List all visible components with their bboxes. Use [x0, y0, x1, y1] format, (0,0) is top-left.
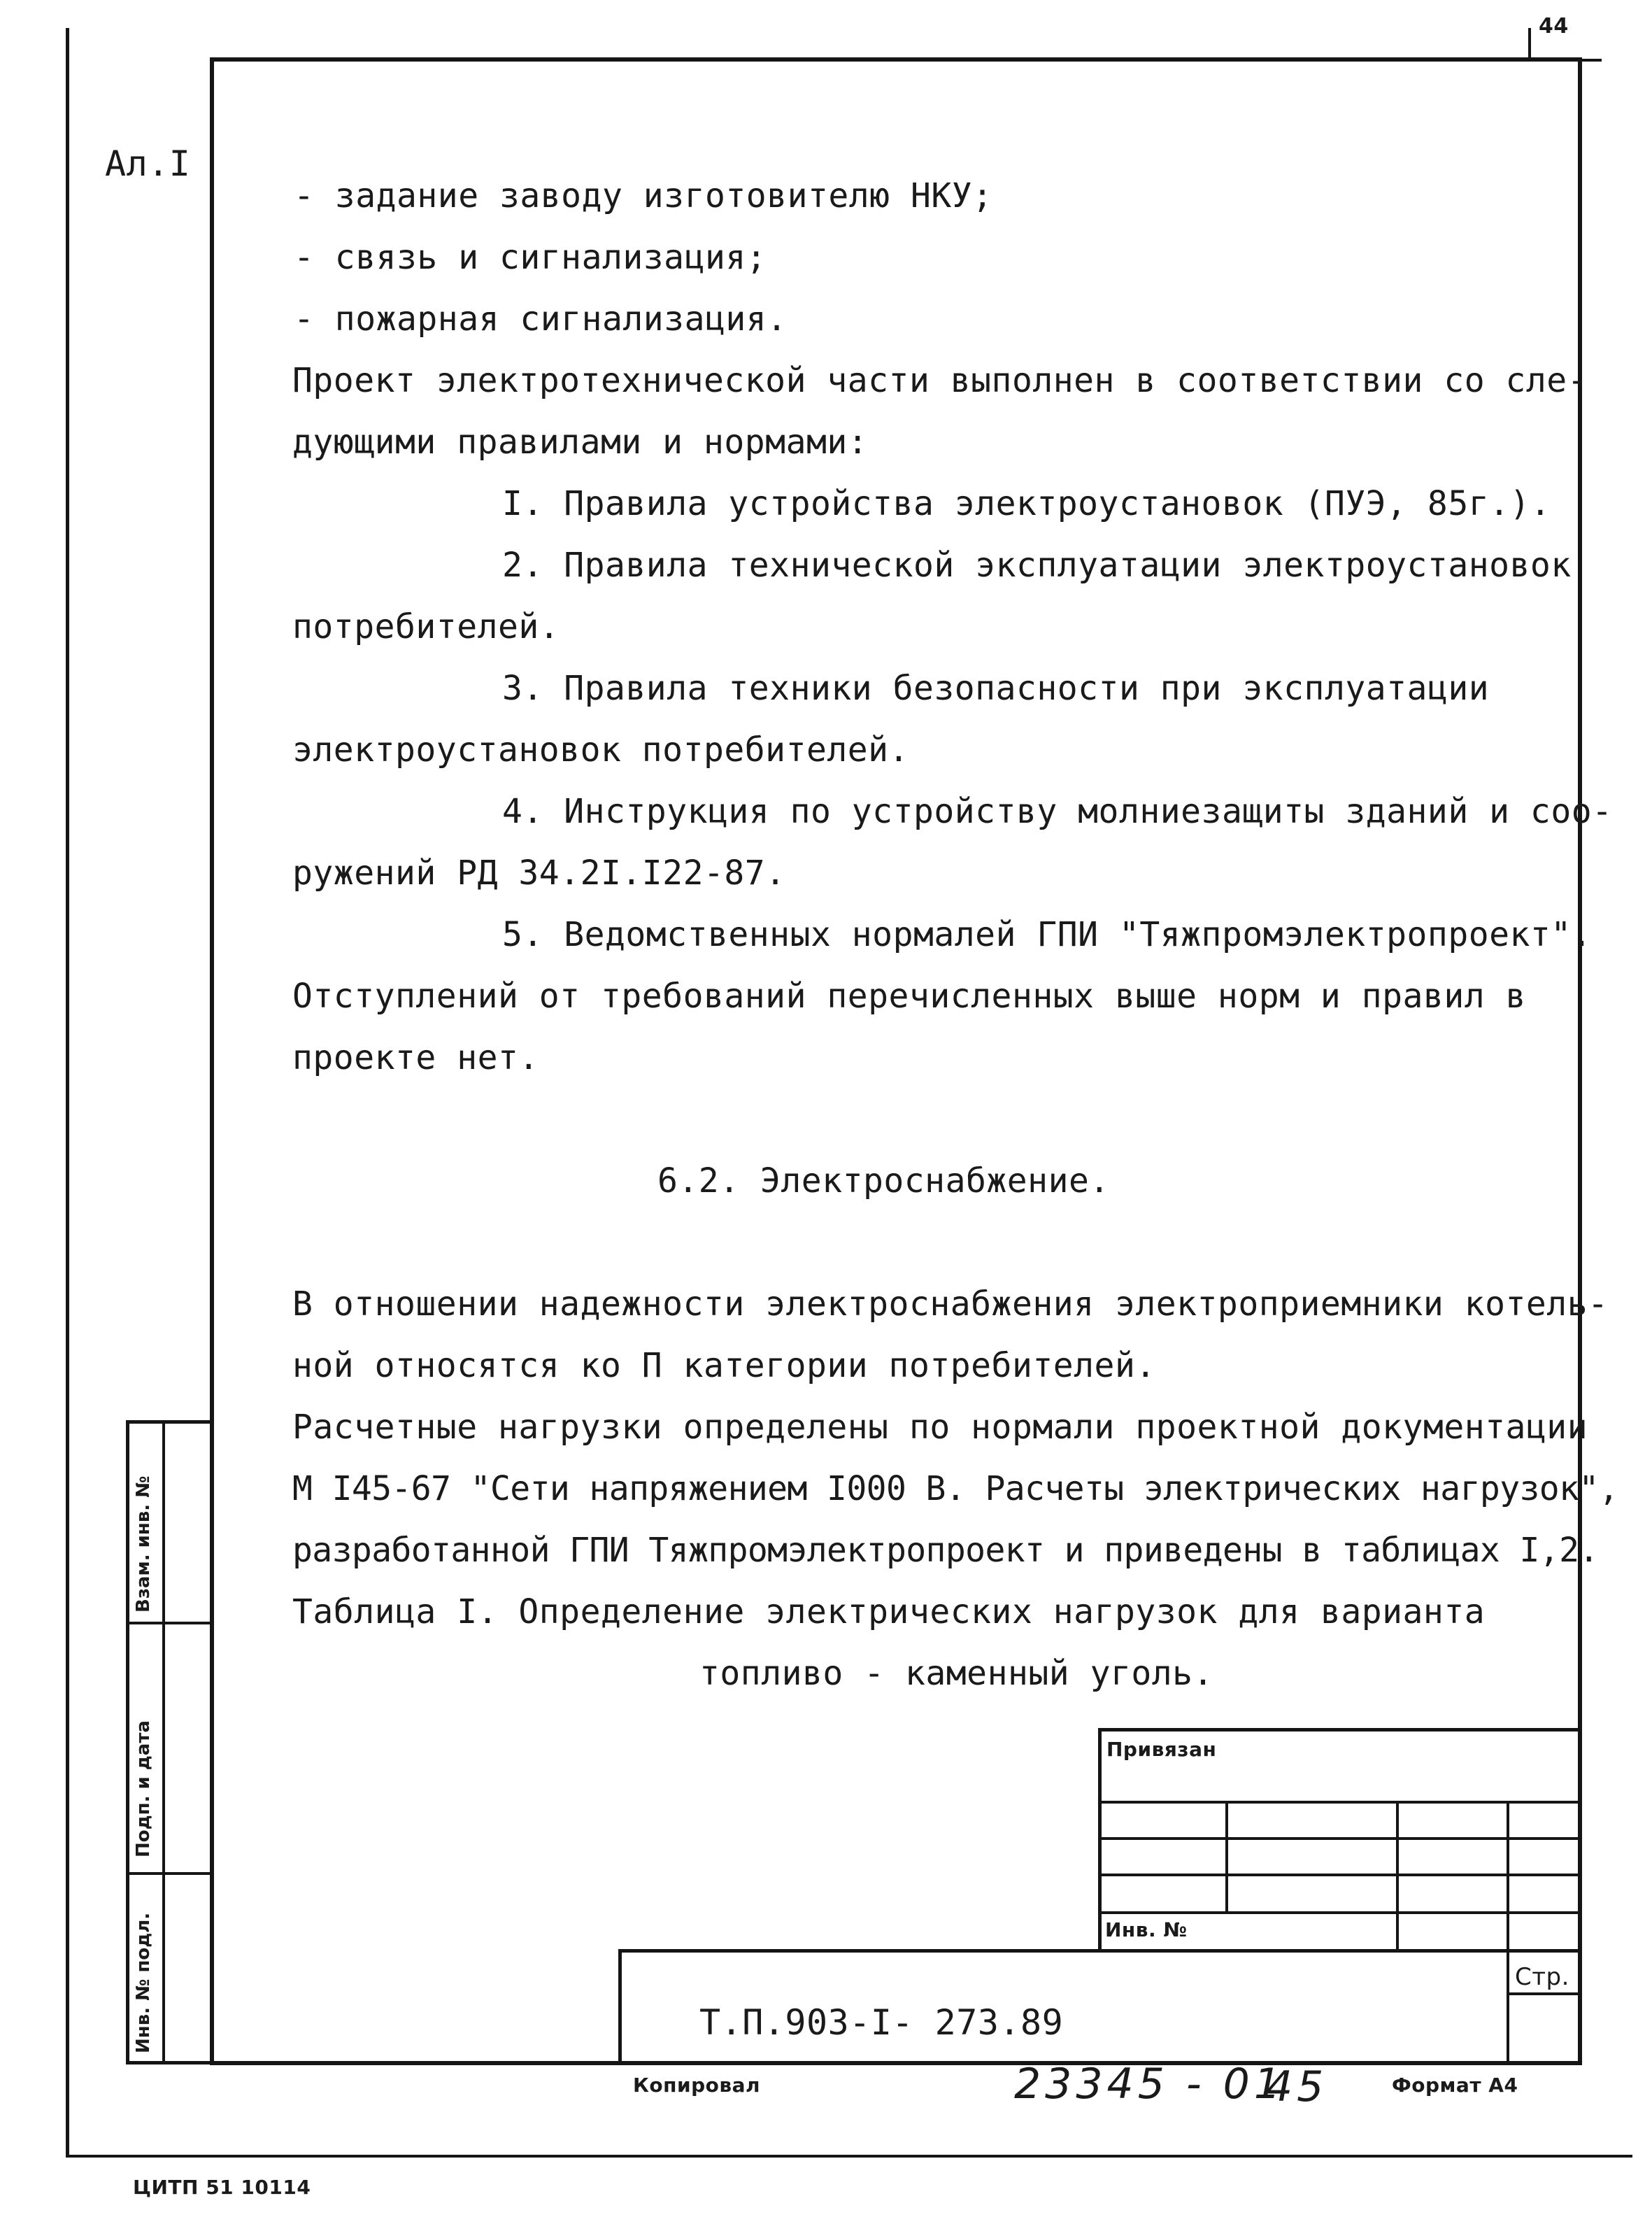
doc-code: Т.П.903-I- 273.89: [699, 2002, 1064, 2043]
copied-label: Копировал: [633, 2074, 760, 2097]
tb-lower-top: [618, 1949, 1581, 1953]
frame-left: [210, 57, 214, 2065]
rule-item-3: 3. Правила техники безопасности при эксплуатации: [502, 669, 1490, 708]
tb-lower-left: [618, 1949, 622, 2064]
body-line-3: - пожарная сигнализация.: [294, 299, 788, 339]
handwritten-number: 23345 - 01: [1014, 2060, 1286, 2109]
body-line-18: ной относятся ко П категории потребителей.: [292, 1346, 1156, 1385]
side-stamp-left: [126, 1420, 129, 2064]
page-number: 45: [1266, 2062, 1328, 2111]
body-line-14: Отступлений от требований перечисленных выше норм и правил в: [292, 977, 1526, 1016]
bottom-trim-line: [66, 2155, 1632, 2158]
body-line-1: - задание заводу изготовителю НКУ;: [294, 176, 993, 215]
format-label: Формат А4: [1392, 2074, 1518, 2097]
tb-col-2: [1396, 1801, 1399, 1952]
body-line-8: потребителей.: [292, 607, 560, 646]
tb-page-div: [1507, 1992, 1581, 1995]
corner-mark: 44: [1539, 14, 1569, 38]
side-stamp-field-1: Взам. инв. №: [133, 1475, 154, 1613]
table-caption-cont: топливо - каменный уголь.: [699, 1654, 1213, 1693]
side-stamp-div-1: [126, 1622, 211, 1624]
page-label: Стр.: [1515, 1963, 1569, 1991]
frame-right: [1578, 57, 1582, 2065]
bound-label: Привязан: [1106, 1738, 1217, 1761]
body-line-19: Расчетные нагрузки определены по нормали проектной документации: [292, 1408, 1588, 1447]
rule-item-2: 2. Правила технической эксплуатации электроустановок: [502, 546, 1572, 585]
inv-label: Инв. №: [1105, 1918, 1188, 1941]
section-heading: 6.2. Электроснабжение.: [657, 1161, 1110, 1201]
body-line-4: Проект электротехнической части выполнен в соответствии со сле-: [292, 361, 1588, 400]
tb-upper-top: [1098, 1728, 1581, 1731]
side-stamp-inner: [162, 1420, 165, 2064]
frame-top: [211, 57, 1582, 62]
frame-top-right-ext: [1525, 59, 1602, 62]
frame-bottom: [210, 2061, 1582, 2065]
body-line-17: В отношении надежности электроснабжения электроприемники котель-: [292, 1284, 1609, 1324]
body-line-15: проекте нет.: [292, 1038, 539, 1077]
tb-upper-left: [1098, 1728, 1102, 1952]
corner-tick: [1528, 28, 1531, 60]
tb-col-3: [1507, 1801, 1509, 2062]
body-line-10: электроустановок потребителей.: [292, 730, 909, 770]
rule-item-4: 4. Инструкция по устройству молниезащиты зданий и соо-: [502, 792, 1613, 831]
rule-item-5: 5. Ведомственных нормалей ГПИ "Тяжпромэлектропроект".: [502, 915, 1593, 954]
body-line-20: М I45-67 "Сети напряжением I000 В. Расчеты электрических нагрузок",: [292, 1469, 1618, 1508]
side-stamp-bottom: [126, 2061, 211, 2064]
rule-item-1: I. Правила устройства электроустановок (ПУЭ, 85г.).: [502, 484, 1551, 523]
table-caption: Таблица I. Определение электрических нагрузок для варианта: [292, 1592, 1486, 1631]
body-line-5: дующими правилами и нормами:: [292, 423, 869, 462]
side-stamp-field-2: Подп. и дата: [133, 1720, 154, 1857]
side-stamp-div-2: [126, 1872, 211, 1875]
body-line-21: разработанной ГПИ Тяжпромэлектропроект и приведены в таблицах I,2.: [292, 1531, 1599, 1570]
tb-col-1: [1225, 1801, 1228, 1911]
body-line-2: - связь и сигнализация;: [294, 238, 767, 277]
printer-mark: ЦИТП 51 10114: [133, 2176, 311, 2199]
side-stamp-field-3: Инв. № подл.: [133, 1912, 154, 2053]
side-stamp-top: [126, 1420, 211, 1424]
sheet-label: Ал.I: [105, 143, 191, 184]
body-line-12: ружений РД 34.2I.I22-87.: [292, 854, 786, 893]
binding-margin-line: [66, 28, 69, 2155]
